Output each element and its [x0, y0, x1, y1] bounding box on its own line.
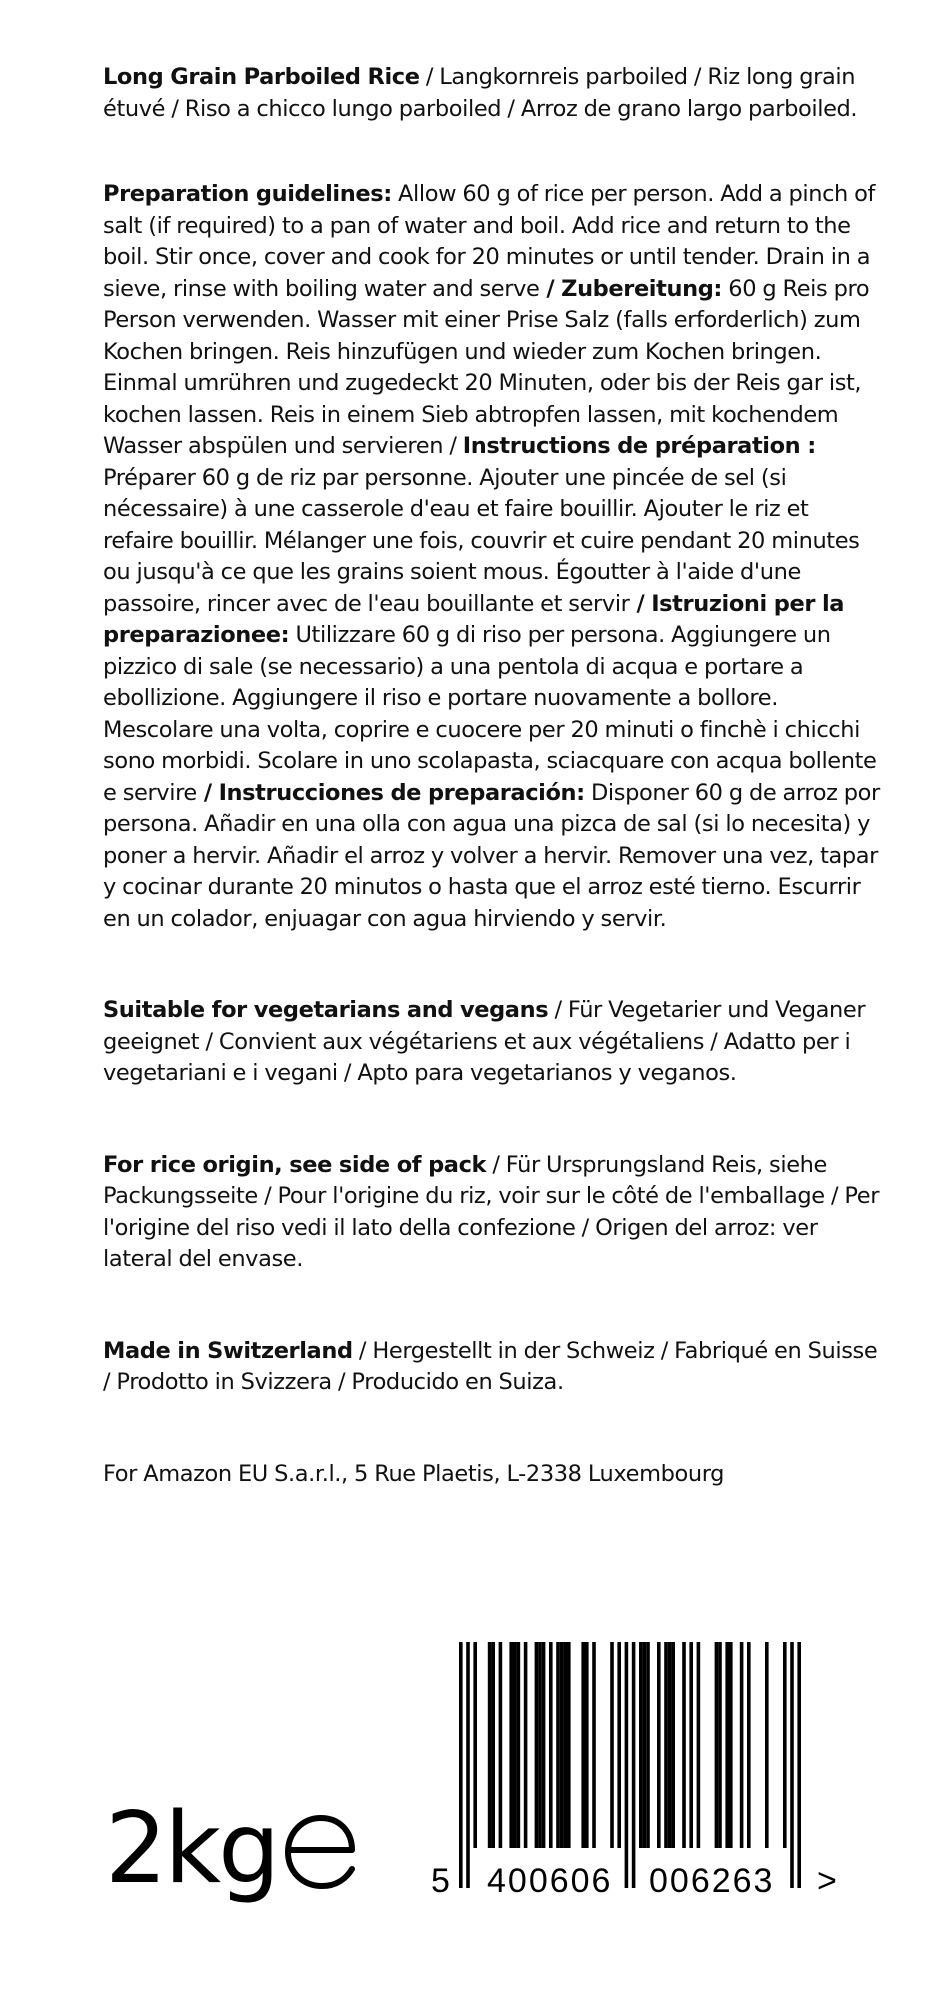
barcode-bar	[535, 1642, 539, 1848]
preparation-text-it: Utilizzare 60 g di riso per persona. Aggiungere un pizzico di sale (se necessario) a una pentola di acqua e portare a ebollizione. Aggiungere il riso e portare nuovamente a bollore. Mescolare una volta, coprire e cuocere per 20 minuti o finchè i chicchi sono morbidi. Scolare in uno scolapasta, sciacquare con acqua bollente e servire	[103, 622, 877, 806]
net-weight: 2kg	[105, 1792, 278, 1906]
barcode-bar	[790, 1642, 794, 1888]
barcode-bar	[466, 1642, 470, 1888]
origin-translations: / Für Ursprungsland Reis, siehe Packungsseite / Pour l'origine du riz, voir sur le côté de l'emballage / Per l'origine del riso vedi il lato della confezione / Origen del arroz: ver lateral del envase.	[103, 1151, 880, 1272]
barcode-bar	[556, 1642, 560, 1848]
e-mark-icon	[282, 1812, 362, 1892]
preparation-text-fr: Préparer 60 g de riz par personne. Ajouter une pincée de sel (si nécessaire) à une casserole d'eau et faire bouillir. Ajouter le riz et refaire bouillir. Mélanger une fois, couvrir et cuire pendant 20 minutes ou jusqu'à ce que les grains soient mous. Égoutter à l'aide d'une passoire, rincer avec de l'eau bouillante et servir	[103, 464, 860, 617]
barcode-bar	[625, 1642, 629, 1888]
barcode-bar	[459, 1642, 463, 1888]
product-name-translations: / Langkornreis parboiled / Riz long grain étuvé / Riso a chicco lungo parboiled / Arroz de grano largo parboiled.	[103, 64, 858, 122]
barcode-bar	[567, 1642, 571, 1848]
barcode-bar	[689, 1642, 693, 1848]
barcode-bar	[682, 1642, 686, 1848]
barcode-bar	[473, 1642, 477, 1848]
barcode-bar	[513, 1642, 517, 1848]
preparation-text-de: 60 g Reis pro Person verwenden. Wasser mit einer Prise Salz (falls erforderlich) zum Kochen bringen. Reis hinzufügen und wieder zum Kochen bringen. Einmal umrühren und zugedeckt 20 Minuten, oder bis der Reis gar ist, kochen lassen. Reis in einem Sieb abtropfen lassen, mit kochendem Wasser abspülen und servieren /	[103, 275, 870, 459]
barcode-bar	[585, 1642, 589, 1848]
barcode-bar	[797, 1642, 801, 1888]
barcode-bar	[499, 1642, 503, 1848]
made-in-translations: / Hergestellt in der Schweiz / Fabriqué en Suisse / Prodotto in Svizzera / Producido en Suiza.	[103, 1337, 878, 1395]
preparation-label-es: / Instrucciones de preparación:	[196, 779, 585, 806]
barcode-bar	[491, 1642, 495, 1848]
product-name-paragraph	[103, 62, 883, 125]
suitability-paragraph	[103, 995, 883, 1090]
barcode-first-digit: 5	[431, 1862, 450, 1900]
origin-paragraph	[103, 1150, 883, 1276]
barcode-bar	[610, 1642, 614, 1848]
barcode-bar	[639, 1642, 643, 1848]
barcode-bar	[729, 1642, 733, 1848]
preparation-label-fr: Instructions de préparation :	[462, 433, 816, 459]
barcode-bar	[783, 1642, 787, 1848]
distributor-address: For Amazon EU S.a.r.l., 5 Rue Plaetis, L-2338 Luxembourg	[103, 1460, 725, 1487]
barcode-bar	[657, 1642, 661, 1848]
suitability-translations: / Für Vegetarier und Veganer geeignet / Convient aux végétariens et aux végétaliens / Adatto per i vegetariani e i vegani / Apto para vegetarianos y veganos.	[103, 997, 866, 1086]
barcode-bar	[671, 1642, 675, 1848]
barcode-bar	[592, 1642, 596, 1848]
origin-label: For rice origin, see side of pack	[103, 1151, 487, 1178]
barcode-quiet-zone-mark: >	[817, 1862, 837, 1900]
barcode-bar	[765, 1642, 769, 1848]
barcode-bar	[509, 1642, 513, 1848]
barcode-bar	[715, 1642, 719, 1848]
made-in-label: Made in Switzerland	[103, 1337, 353, 1364]
barcode-bar	[563, 1642, 567, 1848]
barcode-bar	[560, 1642, 564, 1848]
preparation-text-en: Allow 60 g of rice per person. Add a pinch of salt (if required) to a pan of water and boil. Add rice and return to the boil. Stir once, cover and cook for 20 minutes or until tender. Drain in a sieve, rinse with boiling water and serve	[103, 181, 876, 302]
product-name-en: Long Grain Parboiled Rice	[103, 64, 420, 90]
barcode-bar	[542, 1642, 546, 1848]
barcode-left-group: 400606	[487, 1862, 613, 1900]
barcode-bar	[643, 1642, 647, 1848]
barcode-bar	[747, 1642, 751, 1848]
barcode-right-group: 006263	[649, 1862, 775, 1900]
preparation-label-it: / Istruzioni per la preparazionee:	[103, 590, 845, 648]
barcode-bar	[664, 1642, 668, 1848]
barcode-bar	[617, 1642, 621, 1848]
barcode-bar	[524, 1642, 528, 1848]
barcode-bar	[725, 1642, 729, 1848]
barcode-bar	[581, 1642, 585, 1848]
barcode-bar	[718, 1642, 722, 1848]
barcode-bar	[488, 1642, 492, 1848]
preparation-paragraph	[103, 179, 883, 935]
barcode	[425, 1638, 855, 1908]
barcode-bar	[517, 1642, 521, 1848]
barcode-bar	[646, 1642, 650, 1848]
preparation-label-en: Preparation guidelines:	[103, 181, 392, 207]
barcode-bar	[538, 1642, 542, 1848]
barcode-bar	[740, 1642, 744, 1848]
preparation-label-de: / Zubereitung:	[539, 275, 723, 302]
label-text-block	[103, 62, 883, 1490]
barcode-bar	[697, 1642, 701, 1848]
barcode-bar	[632, 1642, 636, 1888]
barcode-bars	[459, 1642, 801, 1888]
barcode-bar	[549, 1642, 553, 1848]
made-in-paragraph	[103, 1336, 883, 1399]
preparation-text-es: Disponer 60 g de arroz por persona. Añadir en una olla con agua una pizca de sal (si lo necesita) y poner a hervir. Añadir el arroz y volver a hervir. Remover una vez, tapar y cocinar durante 20 minutos o hasta que el arroz esté tierno. Escurrir en un colador, enjuagar con agua hirviendo y servir.	[103, 779, 880, 932]
suitability-label: Suitable for vegetarians and vegans	[103, 997, 549, 1023]
barcode-bar	[668, 1642, 672, 1848]
